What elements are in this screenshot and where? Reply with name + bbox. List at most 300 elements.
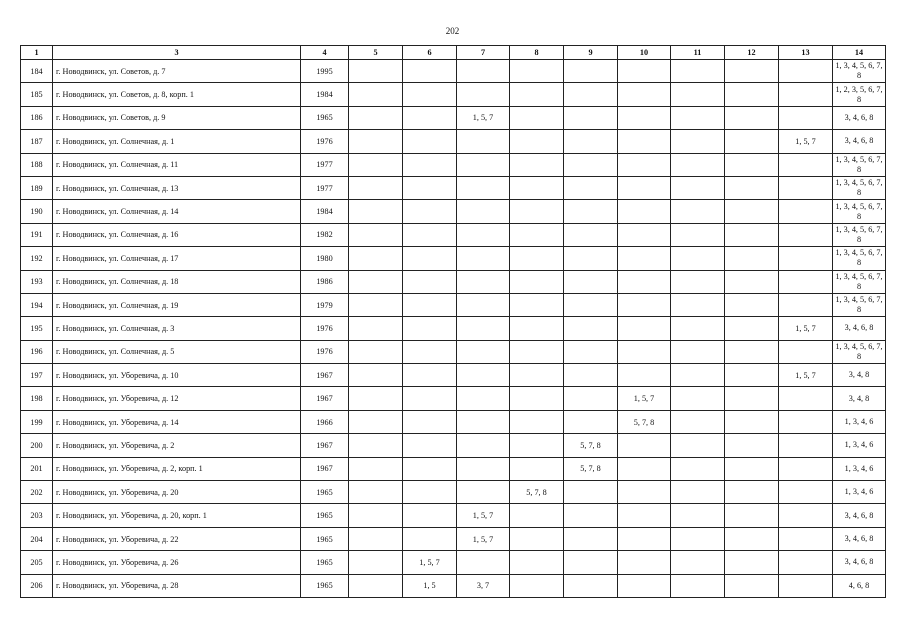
col8-cell — [510, 410, 564, 433]
col10-cell — [618, 130, 671, 153]
col12-cell — [725, 387, 779, 410]
col10-cell — [618, 340, 671, 363]
col10-cell — [618, 574, 671, 597]
col13-cell: 1, 5, 7 — [779, 130, 833, 153]
col10-cell — [618, 153, 671, 176]
col10-cell — [618, 293, 671, 316]
col6-cell — [403, 176, 457, 199]
row-number-cell: 187 — [21, 130, 53, 153]
col5-cell — [349, 457, 403, 480]
address-cell: г. Новодвинск, ул. Уборевича, д. 10 — [53, 364, 301, 387]
year-cell: 1967 — [301, 387, 349, 410]
col13-cell — [779, 200, 833, 223]
col11-cell — [671, 340, 725, 363]
col9-cell — [564, 504, 618, 527]
row-number-cell: 200 — [21, 434, 53, 457]
col13-cell — [779, 106, 833, 129]
column-header: 1 — [21, 46, 53, 60]
col13-cell — [779, 270, 833, 293]
col9-cell — [564, 293, 618, 316]
col13-cell — [779, 247, 833, 270]
col8-cell — [510, 504, 564, 527]
row-number-cell: 201 — [21, 457, 53, 480]
col14-cell: 3, 4, 6, 8 — [833, 130, 886, 153]
col13-cell — [779, 434, 833, 457]
col11-cell — [671, 364, 725, 387]
year-cell: 1965 — [301, 574, 349, 597]
address-cell: г. Новодвинск, ул. Уборевича, д. 2 — [53, 434, 301, 457]
column-header: 8 — [510, 46, 564, 60]
year-cell: 1965 — [301, 481, 349, 504]
col10-cell: 1, 5, 7 — [618, 387, 671, 410]
col12-cell — [725, 293, 779, 316]
col6-cell — [403, 457, 457, 480]
header-row — [21, 46, 886, 60]
col14-cell: 1, 3, 4, 5, 6, 7, 8 — [833, 153, 886, 176]
col11-cell — [671, 504, 725, 527]
col9-cell — [564, 270, 618, 293]
col13-cell — [779, 60, 833, 83]
address-cell: г. Новодвинск, ул. Солнечная, д. 11 — [53, 153, 301, 176]
col7-cell — [457, 200, 510, 223]
address-cell: г. Новодвинск, ул. Уборевича, д. 14 — [53, 410, 301, 433]
year-cell: 1965 — [301, 106, 349, 129]
table-row — [21, 176, 886, 199]
col7-cell — [457, 434, 510, 457]
table-row — [21, 387, 886, 410]
col5-cell — [349, 153, 403, 176]
col14-cell: 3, 4, 8 — [833, 387, 886, 410]
col12-cell — [725, 410, 779, 433]
col13-cell — [779, 527, 833, 550]
address-cell: г. Новодвинск, ул. Советов, д. 8, корп. 1 — [53, 83, 301, 106]
col6-cell — [403, 387, 457, 410]
col8-cell — [510, 83, 564, 106]
col10-cell — [618, 504, 671, 527]
col7-cell — [457, 317, 510, 340]
table-row — [21, 527, 886, 550]
year-cell: 1965 — [301, 527, 349, 550]
col8-cell — [510, 551, 564, 574]
table-row — [21, 574, 886, 597]
col12-cell — [725, 481, 779, 504]
col6-cell — [403, 293, 457, 316]
col7-cell — [457, 481, 510, 504]
year-cell: 1967 — [301, 457, 349, 480]
col11-cell — [671, 83, 725, 106]
row-number-cell: 186 — [21, 106, 53, 129]
col11-cell — [671, 176, 725, 199]
year-cell: 1965 — [301, 551, 349, 574]
col8-cell — [510, 574, 564, 597]
year-cell: 1986 — [301, 270, 349, 293]
col8-cell — [510, 153, 564, 176]
col6-cell — [403, 106, 457, 129]
col10-cell — [618, 551, 671, 574]
col6-cell — [403, 130, 457, 153]
col12-cell — [725, 270, 779, 293]
row-number-cell: 202 — [21, 481, 53, 504]
table-row — [21, 106, 886, 129]
year-cell: 1976 — [301, 340, 349, 363]
col7-cell — [457, 340, 510, 363]
col14-cell: 1, 3, 4, 6 — [833, 434, 886, 457]
col12-cell — [725, 551, 779, 574]
col13-cell — [779, 153, 833, 176]
col5-cell — [349, 434, 403, 457]
page-number: 202 — [445, 26, 460, 36]
col7-cell: 1, 5, 7 — [457, 106, 510, 129]
col14-cell: 3, 4, 6, 8 — [833, 504, 886, 527]
row-number-cell: 205 — [21, 551, 53, 574]
col14-cell: 1, 2, 3, 5, 6, 7, 8 — [833, 83, 886, 106]
col12-cell — [725, 247, 779, 270]
col12-cell — [725, 340, 779, 363]
year-cell: 1976 — [301, 317, 349, 340]
col8-cell — [510, 387, 564, 410]
col6-cell — [403, 504, 457, 527]
column-header: 12 — [725, 46, 779, 60]
col8-cell — [510, 527, 564, 550]
col6-cell — [403, 200, 457, 223]
row-number-cell: 199 — [21, 410, 53, 433]
col9-cell — [564, 364, 618, 387]
col7-cell: 3, 7 — [457, 574, 510, 597]
col8-cell: 5, 7, 8 — [510, 481, 564, 504]
col7-cell — [457, 60, 510, 83]
row-number-cell: 192 — [21, 247, 53, 270]
col12-cell — [725, 83, 779, 106]
row-number-cell: 204 — [21, 527, 53, 550]
col13-cell — [779, 481, 833, 504]
col13-cell — [779, 410, 833, 433]
address-cell: г. Новодвинск, ул. Советов, д. 7 — [53, 60, 301, 83]
col14-cell: 4, 6, 8 — [833, 574, 886, 597]
row-number-cell: 198 — [21, 387, 53, 410]
col12-cell — [725, 130, 779, 153]
col11-cell — [671, 387, 725, 410]
col7-cell — [457, 457, 510, 480]
col13-cell — [779, 574, 833, 597]
col8-cell — [510, 434, 564, 457]
table-row — [21, 410, 886, 433]
col11-cell — [671, 200, 725, 223]
col10-cell — [618, 60, 671, 83]
table-row — [21, 130, 886, 153]
col9-cell — [564, 200, 618, 223]
table-row — [21, 223, 886, 246]
col10-cell — [618, 223, 671, 246]
col11-cell — [671, 457, 725, 480]
col10-cell — [618, 317, 671, 340]
col6-cell — [403, 83, 457, 106]
col10-cell — [618, 106, 671, 129]
col12-cell — [725, 60, 779, 83]
col8-cell — [510, 293, 564, 316]
col10-cell — [618, 270, 671, 293]
col9-cell: 5, 7, 8 — [564, 434, 618, 457]
col9-cell — [564, 527, 618, 550]
address-cell: г. Новодвинск, ул. Уборевича, д. 12 — [53, 387, 301, 410]
col10-cell — [618, 83, 671, 106]
col14-cell: 1, 3, 4, 5, 6, 7, 8 — [833, 223, 886, 246]
col7-cell — [457, 551, 510, 574]
year-cell: 1967 — [301, 364, 349, 387]
col8-cell — [510, 457, 564, 480]
col13-cell — [779, 504, 833, 527]
address-cell: г. Новодвинск, ул. Уборевича, д. 22 — [53, 527, 301, 550]
col6-cell — [403, 247, 457, 270]
address-cell: г. Новодвинск, ул. Солнечная, д. 17 — [53, 247, 301, 270]
col9-cell — [564, 387, 618, 410]
col7-cell: 1, 5, 7 — [457, 504, 510, 527]
col14-cell: 1, 3, 4, 5, 6, 7, 8 — [833, 200, 886, 223]
col14-cell: 1, 3, 4, 5, 6, 7, 8 — [833, 293, 886, 316]
col6-cell — [403, 434, 457, 457]
address-cell: г. Новодвинск, ул. Солнечная, д. 18 — [53, 270, 301, 293]
col10-cell: 5, 7, 8 — [618, 410, 671, 433]
col13-cell — [779, 551, 833, 574]
col7-cell — [457, 130, 510, 153]
col13-cell — [779, 457, 833, 480]
col9-cell — [564, 551, 618, 574]
col6-cell — [403, 153, 457, 176]
col8-cell — [510, 340, 564, 363]
col8-cell — [510, 60, 564, 83]
col13-cell: 1, 5, 7 — [779, 317, 833, 340]
col11-cell — [671, 153, 725, 176]
table-row — [21, 153, 886, 176]
col12-cell — [725, 153, 779, 176]
col8-cell — [510, 270, 564, 293]
col6-cell — [403, 410, 457, 433]
col8-cell — [510, 106, 564, 129]
row-number-cell: 203 — [21, 504, 53, 527]
col9-cell — [564, 410, 618, 433]
col12-cell — [725, 223, 779, 246]
col6-cell: 1, 5, 7 — [403, 551, 457, 574]
col12-cell — [725, 176, 779, 199]
col7-cell — [457, 410, 510, 433]
col6-cell: 1, 5 — [403, 574, 457, 597]
col5-cell — [349, 574, 403, 597]
col9-cell — [564, 340, 618, 363]
col11-cell — [671, 270, 725, 293]
col11-cell — [671, 551, 725, 574]
col14-cell: 3, 4, 6, 8 — [833, 106, 886, 129]
col8-cell — [510, 247, 564, 270]
column-header: 7 — [457, 46, 510, 60]
col5-cell — [349, 317, 403, 340]
col6-cell — [403, 60, 457, 83]
table-row — [21, 270, 886, 293]
col6-cell — [403, 481, 457, 504]
col6-cell — [403, 317, 457, 340]
col11-cell — [671, 293, 725, 316]
col12-cell — [725, 434, 779, 457]
col11-cell — [671, 410, 725, 433]
col10-cell — [618, 247, 671, 270]
col14-cell: 3, 4, 6, 8 — [833, 527, 886, 550]
col6-cell — [403, 340, 457, 363]
col11-cell — [671, 574, 725, 597]
col12-cell — [725, 106, 779, 129]
col13-cell — [779, 340, 833, 363]
column-header: 10 — [618, 46, 671, 60]
col11-cell — [671, 434, 725, 457]
col9-cell — [564, 223, 618, 246]
col10-cell — [618, 176, 671, 199]
col11-cell — [671, 223, 725, 246]
table-row — [21, 434, 886, 457]
table-row — [21, 481, 886, 504]
table-row — [21, 457, 886, 480]
col12-cell — [725, 317, 779, 340]
row-number-cell: 195 — [21, 317, 53, 340]
address-cell: г. Новодвинск, ул. Советов, д. 9 — [53, 106, 301, 129]
col14-cell: 1, 3, 4, 6 — [833, 457, 886, 480]
col5-cell — [349, 176, 403, 199]
col5-cell — [349, 481, 403, 504]
col10-cell — [618, 200, 671, 223]
col7-cell — [457, 270, 510, 293]
address-cell: г. Новодвинск, ул. Уборевича, д. 20 — [53, 481, 301, 504]
col5-cell — [349, 106, 403, 129]
table-row — [21, 340, 886, 363]
row-number-cell: 190 — [21, 200, 53, 223]
col10-cell — [618, 527, 671, 550]
col8-cell — [510, 317, 564, 340]
column-header: 9 — [564, 46, 618, 60]
col13-cell — [779, 223, 833, 246]
col14-cell: 1, 3, 4, 5, 6, 7, 8 — [833, 60, 886, 83]
col9-cell — [564, 60, 618, 83]
col11-cell — [671, 481, 725, 504]
col14-cell: 1, 3, 4, 5, 6, 7, 8 — [833, 176, 886, 199]
col11-cell — [671, 247, 725, 270]
col14-cell: 3, 4, 8 — [833, 364, 886, 387]
table-row — [21, 60, 886, 83]
col5-cell — [349, 364, 403, 387]
address-cell: г. Новодвинск, ул. Уборевича, д. 28 — [53, 574, 301, 597]
table-row — [21, 83, 886, 106]
address-cell: г. Новодвинск, ул. Солнечная, д. 19 — [53, 293, 301, 316]
col5-cell — [349, 340, 403, 363]
col9-cell — [564, 153, 618, 176]
row-number-cell: 188 — [21, 153, 53, 176]
col7-cell — [457, 176, 510, 199]
year-cell: 1977 — [301, 176, 349, 199]
col7-cell — [457, 223, 510, 246]
year-cell: 1977 — [301, 153, 349, 176]
col12-cell — [725, 504, 779, 527]
col14-cell: 1, 3, 4, 5, 6, 7, 8 — [833, 340, 886, 363]
col14-cell: 1, 3, 4, 6 — [833, 410, 886, 433]
col7-cell — [457, 364, 510, 387]
row-number-cell: 197 — [21, 364, 53, 387]
year-cell: 1976 — [301, 130, 349, 153]
col7-cell — [457, 83, 510, 106]
col14-cell: 1, 3, 4, 6 — [833, 481, 886, 504]
col8-cell — [510, 130, 564, 153]
address-cell: г. Новодвинск, ул. Солнечная, д. 1 — [53, 130, 301, 153]
column-header: 4 — [301, 46, 349, 60]
table-row — [21, 551, 886, 574]
col11-cell — [671, 130, 725, 153]
col8-cell — [510, 200, 564, 223]
year-cell: 1979 — [301, 293, 349, 316]
col9-cell — [564, 317, 618, 340]
col8-cell — [510, 176, 564, 199]
col9-cell — [564, 176, 618, 199]
col13-cell: 1, 5, 7 — [779, 364, 833, 387]
col12-cell — [725, 457, 779, 480]
register-table — [20, 45, 886, 598]
year-cell: 1965 — [301, 504, 349, 527]
col5-cell — [349, 247, 403, 270]
col9-cell — [564, 247, 618, 270]
address-cell: г. Новодвинск, ул. Солнечная, д. 3 — [53, 317, 301, 340]
address-cell: г. Новодвинск, ул. Солнечная, д. 13 — [53, 176, 301, 199]
col7-cell — [457, 387, 510, 410]
address-cell: г. Новодвинск, ул. Солнечная, д. 16 — [53, 223, 301, 246]
col7-cell — [457, 293, 510, 316]
col13-cell — [779, 83, 833, 106]
row-number-cell: 185 — [21, 83, 53, 106]
row-number-cell: 196 — [21, 340, 53, 363]
col5-cell — [349, 83, 403, 106]
col12-cell — [725, 527, 779, 550]
year-cell: 1982 — [301, 223, 349, 246]
col14-cell: 1, 3, 4, 5, 6, 7, 8 — [833, 270, 886, 293]
year-cell: 1995 — [301, 60, 349, 83]
address-cell: г. Новодвинск, ул. Уборевича, д. 2, корп. 1 — [53, 457, 301, 480]
row-number-cell: 193 — [21, 270, 53, 293]
col9-cell: 5, 7, 8 — [564, 457, 618, 480]
column-header: 3 — [53, 46, 301, 60]
column-header: 5 — [349, 46, 403, 60]
col5-cell — [349, 223, 403, 246]
col6-cell — [403, 270, 457, 293]
col5-cell — [349, 293, 403, 316]
table-row — [21, 293, 886, 316]
col6-cell — [403, 223, 457, 246]
column-header: 14 — [833, 46, 886, 60]
col7-cell — [457, 247, 510, 270]
col7-cell — [457, 153, 510, 176]
col14-cell: 1, 3, 4, 5, 6, 7, 8 — [833, 247, 886, 270]
address-cell: г. Новодвинск, ул. Солнечная, д. 5 — [53, 340, 301, 363]
col13-cell — [779, 293, 833, 316]
row-number-cell: 194 — [21, 293, 53, 316]
col9-cell — [564, 481, 618, 504]
column-header: 13 — [779, 46, 833, 60]
col11-cell — [671, 527, 725, 550]
col11-cell — [671, 317, 725, 340]
col7-cell: 1, 5, 7 — [457, 527, 510, 550]
address-cell: г. Новодвинск, ул. Солнечная, д. 14 — [53, 200, 301, 223]
table-row — [21, 317, 886, 340]
table-row — [21, 504, 886, 527]
row-number-cell: 184 — [21, 60, 53, 83]
col5-cell — [349, 60, 403, 83]
col11-cell — [671, 60, 725, 83]
col9-cell — [564, 130, 618, 153]
col13-cell — [779, 176, 833, 199]
row-number-cell: 191 — [21, 223, 53, 246]
col10-cell — [618, 434, 671, 457]
col11-cell — [671, 106, 725, 129]
